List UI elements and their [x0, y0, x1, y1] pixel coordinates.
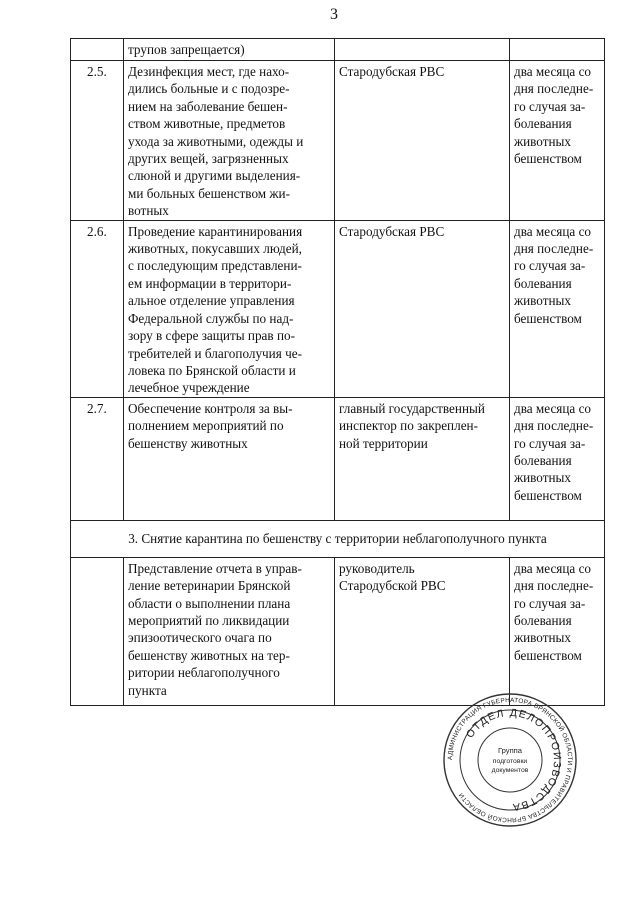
term-cell-line: болевания: [514, 612, 572, 628]
action-cell-line: слюной и другими выделения-: [128, 168, 301, 184]
responsible-cell: [335, 220, 510, 397]
responsible-cell-line: Стародубской РВС: [339, 578, 446, 594]
term-cell-line: животных: [514, 133, 571, 149]
section-row: [71, 520, 605, 557]
action-cell-line: ление ветеринарии Брянской: [128, 578, 291, 594]
department-stamp: [442, 692, 578, 828]
action-cell-line: лечебное учреждение: [128, 380, 250, 396]
term-cell-line: два месяца со: [514, 400, 592, 416]
stamp-center-line-3: документов: [491, 767, 529, 774]
action-cell-line: нием на заболевание бешен-: [128, 98, 288, 114]
action-cell: [124, 397, 335, 520]
term-cell-line: бешенством: [514, 310, 582, 326]
stamp-center-line-2: подготовки: [492, 758, 528, 765]
table-row: [71, 557, 605, 705]
term-cell-line: болевания: [514, 275, 572, 291]
term-cell-line: го случая за-: [514, 595, 586, 611]
term-cell: [510, 397, 605, 520]
term-cell-line: го случая за-: [514, 98, 586, 114]
action-cell-line: с последующим представлени-: [128, 258, 302, 274]
action-cell-line: ми больных бешенством жи-: [128, 185, 290, 201]
table-row: [71, 397, 605, 520]
responsible-cell-line: ной территории: [339, 435, 428, 451]
stamp-ring-text: ОТДЕЛ ДЕЛОПРОИЗВОДСТВА: [463, 706, 564, 814]
responsible-cell-line: главный государственный: [339, 400, 485, 416]
term-cell-line: го случая за-: [514, 258, 586, 274]
page-number: 3: [330, 6, 338, 23]
action-cell-line: мероприятий по ликвидации: [128, 612, 290, 628]
section-title: 3. Снятие карантина по бешенству с территории неблагополучного пункта: [71, 520, 605, 557]
action-cell-line: Дезинфекция мест, где нахо-: [128, 64, 290, 79]
stamp-seal: [442, 692, 578, 828]
term-cell-line: болевания: [514, 116, 572, 132]
stamp-center-line-1: Группа: [497, 746, 523, 755]
action-cell-line: ловека по Брянской области и: [128, 362, 296, 378]
row-number: 2.7.: [71, 397, 124, 520]
action-cell-line: требителей и благополучия че-: [128, 345, 302, 361]
table-body: [71, 39, 605, 706]
stamp-outer-text: АДМИНИСТРАЦИЯ ГУБЕРНАТОРА БРЯНСКОЙ ОБЛАСТИ И ПРАВИТЕЛЬСТВА БРЯНСКОЙ ОБЛАСТИ: [446, 696, 574, 824]
action-cell-line: полнением мероприятий по: [128, 418, 284, 434]
term-cell-line: два месяца со: [514, 64, 592, 79]
term-cell-line: дня последне-: [514, 241, 594, 257]
action-cell-line: Федеральной службы по над-: [128, 310, 294, 326]
responsible-cell-line: инспектор по закреплен-: [339, 418, 478, 434]
action-cell-line: ством животные, предметов: [128, 116, 286, 132]
term-cell-line: бешенством: [514, 151, 582, 167]
term-cell: [510, 61, 605, 221]
responsible-cell: [335, 397, 510, 520]
term-cell: [510, 39, 605, 61]
action-cell: [124, 39, 335, 61]
action-cell-line: бешенству животных на тер-: [128, 647, 290, 663]
action-cell-line: Обеспечение контроля за вы-: [128, 400, 293, 416]
term-cell-line: два месяца со: [514, 223, 592, 239]
action-cell: [124, 61, 335, 221]
table-row: [71, 39, 605, 61]
table-row: [71, 220, 605, 397]
action-cell-line: эпизоотического очага по: [128, 630, 272, 646]
responsible-cell-line: Стародубская РВС: [339, 64, 445, 79]
term-cell-line: бешенством: [514, 647, 582, 663]
row-number: 2.6.: [71, 220, 124, 397]
responsible-cell-line: руководитель: [339, 560, 415, 576]
action-cell-line: других вещей, загрязненных: [128, 151, 289, 167]
action-cell-line: ритории неблагополучного: [128, 665, 280, 681]
responsible-cell: [335, 61, 510, 221]
responsible-cell-line: Стародубская РВС: [339, 223, 445, 239]
action-cell-line: бешенству животных: [128, 435, 248, 451]
responsible-cell: [335, 557, 510, 705]
action-cell-line: трупов запрещается): [128, 42, 245, 57]
action-cell-line: области о выполнении плана: [128, 595, 291, 611]
term-cell: [510, 557, 605, 705]
term-cell-line: животных: [514, 630, 571, 646]
term-cell-line: дня последне-: [514, 578, 594, 594]
measures-table: [70, 38, 605, 706]
action-cell-line: ем информации в территори-: [128, 275, 292, 291]
action-cell-line: дились больные и с подозре-: [128, 81, 290, 97]
term-cell-line: два месяца со: [514, 560, 592, 576]
action-cell-line: ухода за животными, одежды и: [128, 133, 304, 149]
term-cell-line: бешенством: [514, 487, 582, 503]
action-cell-line: Представление отчета в управ-: [128, 560, 302, 576]
term-cell-line: животных: [514, 293, 571, 309]
term-cell-line: дня последне-: [514, 81, 594, 97]
term-cell-line: болевания: [514, 452, 572, 468]
action-cell-line: зору в сфере защиты прав по-: [128, 328, 295, 344]
action-cell-line: животных, покусавших людей,: [128, 241, 302, 257]
responsible-cell: [335, 39, 510, 61]
row-number: [71, 557, 124, 705]
action-cell-line: вотных: [128, 203, 169, 219]
action-cell-line: Проведение карантинирования: [128, 223, 303, 239]
action-cell: [124, 220, 335, 397]
action-cell-line: пункта: [128, 682, 167, 698]
table-row: [71, 61, 605, 221]
term-cell-line: животных: [514, 470, 571, 486]
term-cell-line: дня последне-: [514, 418, 594, 434]
row-number: [71, 39, 124, 61]
action-cell-line: альное отделение управления: [128, 293, 295, 309]
row-number: 2.5.: [71, 61, 124, 221]
term-cell: [510, 220, 605, 397]
term-cell-line: го случая за-: [514, 435, 586, 451]
action-cell: [124, 557, 335, 705]
